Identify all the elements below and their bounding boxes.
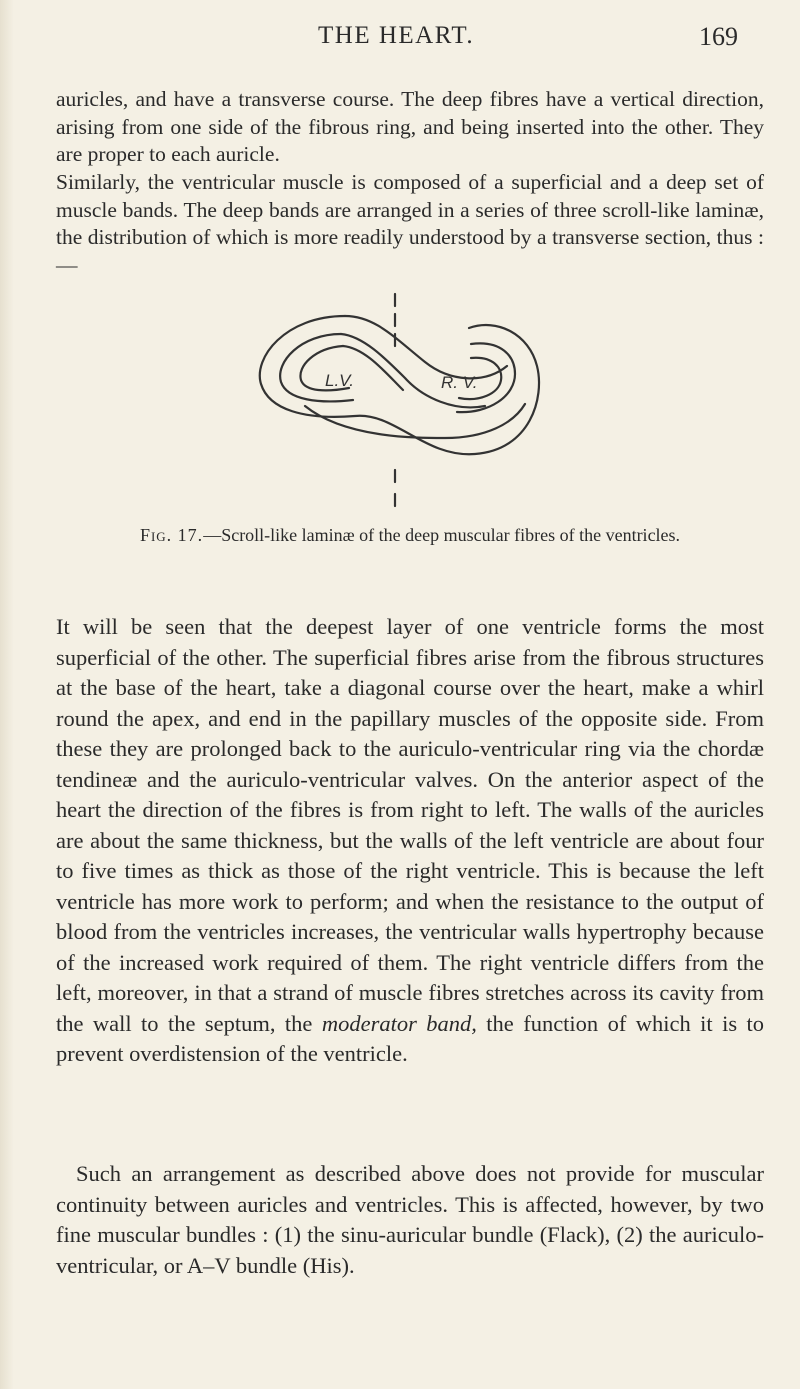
- paragraph-auricles-fibres: auricles, and have a transverse course. The deep fibres have a vertical direction, arising from one side of the fibrous ring, and being inserted into the other. They are proper to each auricle.: [56, 87, 764, 166]
- deep-sweep-lamina: [305, 404, 525, 438]
- lv-label: L.V.: [325, 371, 354, 390]
- rv-label: R. V.: [441, 373, 478, 392]
- paragraph-deepest-layer: [56, 612, 764, 1070]
- scroll-laminae-diagram: [245, 288, 545, 518]
- figure-caption-text: —Scroll-like laminæ of the deep muscular fibres of the ventricles.: [203, 525, 681, 545]
- figure-caption-label: Fig. 17.: [139, 525, 204, 545]
- moderator-band-term: moderator band,: [321, 1010, 477, 1036]
- paragraph-deepest-layer-end: the function of which it is to prevent overdistension of the ventricle.: [56, 1010, 764, 1066]
- paragraph-muscular-continuity: Such an arrangement as described above does not provide for muscular continuity between auricles and ventricles. This is affected, however, by two fine muscular bundles : (1) the sinu-auricular bundle (Flack), (2) the auriculo-ventricular, or A–V bundle (His).: [56, 1161, 764, 1278]
- lv-inner-lamina: [280, 334, 353, 401]
- paragraph-ventricular-muscle: Similarly, the ventricular muscle is composed of a superficial and a deep set of muscle bands. The deep bands are arranged in a series of three scroll-like laminæ, the distribution of which is more readily understood by a transverse section, thus :—: [56, 170, 764, 277]
- page-number: 169: [699, 22, 738, 51]
- page-gutter-shadow: [0, 0, 14, 1389]
- figure-caption: [80, 524, 740, 547]
- paragraph-deepest-layer-text: It will be seen that the deepest layer of one ventricle forms the most superficial of the other. The superficial fibres arise from the fibrous structures at the base of the heart, take a diagonal course over the heart, make a whirl round the apex, and end in the papillary muscles of the opposite side. From these they are prolonged back to the auriculo-ventricular ring via the chordæ tendineæ and the auriculo-ventricular valves. On the anterior aspect of the heart the direction of the fibres is from right to left. The walls of the auricles are about the same thickness, but the walls of the left ventricle are about four to five times as thick as those of the right ventricle. This is because the left ventricle has more work to perform; and when the resistance to the output of blood from the ventricles increases, the ventricular walls hypertrophy because of the increased work required of them. The right ventricle differs from the left, moreover, in that a strand of muscle fibres stretches across its cavity from the wall to the septum, the: [56, 614, 764, 1036]
- running-head-title: THE HEART.: [318, 22, 475, 49]
- lv-septal-lamina: [341, 334, 485, 407]
- figure-scroll-laminae: [245, 288, 545, 518]
